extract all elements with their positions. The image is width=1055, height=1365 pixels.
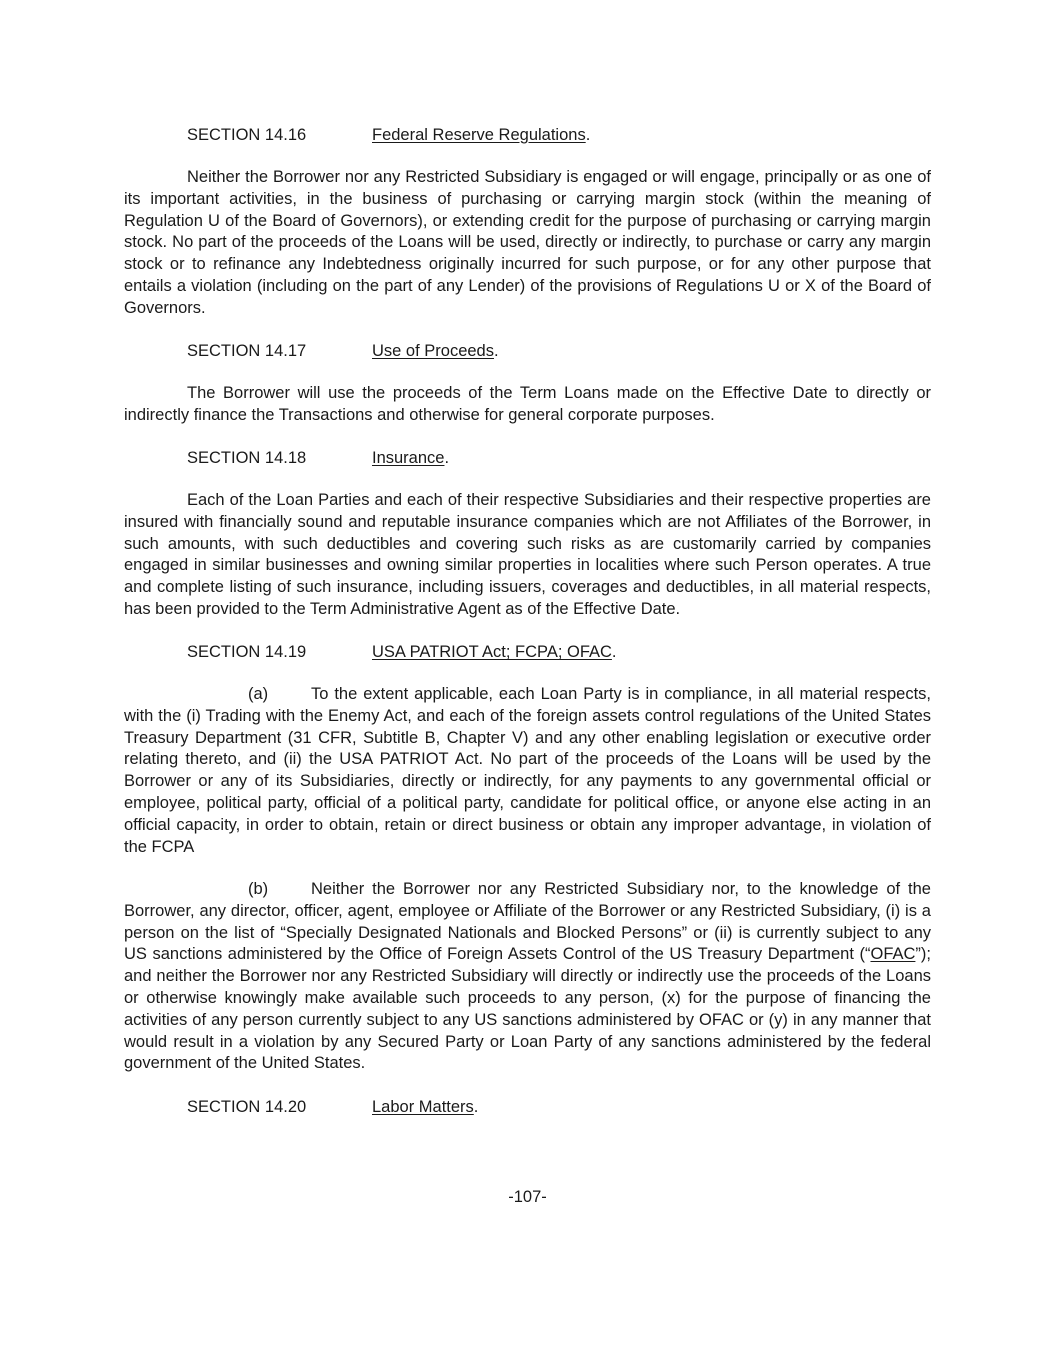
body-paragraph: The Borrower will use the proceeds of the Term Loans made on the Effective Date to directly or indirectly finance the Transactions and otherwise for general corporate purposes. [124,384,931,424]
subparagraph-label: (a) [248,685,269,703]
section-body [124,383,931,427]
heading-period: . [611,643,617,661]
heading-period: . [444,449,450,467]
body-paragraph [124,684,931,858]
defined-term: OFAC [870,945,916,964]
subparagraph-text: To the extent applicable, each Loan Party is in compliance, in all material respects, with the (i) Trading with the Enemy Act, and each of the foreign assets control regulations of the United States Treasury Department (31 CFR, Subtitle B, Chapter V) and any other enabling legislation or executive order relating thereto, and (ii) the USA PATRIOT Act. No part of the proceeds of the Loans will be used by the Borrower or any of its Subsidiaries, directly or indirectly, for any payments to any governmental official or employee, political party, official of a political party, candidate for political office, or anyone else acting in an official capacity, in order to obtain, retain or direct business or obtain any improper advantage, in violation of the FCPA [124,685,931,856]
body-paragraph: Each of the Loan Parties and each of their respective Subsidiaries and their respective properties are insured with financially sound and reputable insurance companies which are not Affiliates of the Borrower, in such amounts, with such deductibles and covering such risks as are customarily carried by companies engaged in similar businesses and owning similar properties in localities where such Person operates. A true and complete listing of such insurance, including issuers, coverages and deductibles, in all material respects, has been provided to the Term Administrative Agent as of the Effective Date. [124,491,931,618]
section-title: Labor Matters [372,1098,474,1116]
section-number: SECTION 14.16 [187,126,307,144]
section-heading [187,448,449,470]
section-title: Insurance [372,449,445,467]
section-body [124,490,931,621]
heading-period: . [585,126,591,144]
body-paragraph [124,879,931,1075]
section-title: Federal Reserve Regulations [372,126,586,144]
subparagraph-text: Neither the Borrower nor any Restricted Subsidiary nor, to the knowledge of the Borrower, any director, officer, agent, employee or Affiliate of the Borrower or any Restricted Subsidiary, (i) is a person on the list of “Specially Designated Nationals and Blocked Persons” or (ii) is currently subject to any US sanctions administered by the Office of Foreign Assets Control of the US Treasury Department (“ [124,880,931,964]
subparagraph-label: (b) [248,880,269,898]
section-number: SECTION 14.19 [187,643,307,661]
section-title: USA PATRIOT Act; FCPA; OFAC [372,643,612,661]
body-paragraph: Neither the Borrower nor any Restricted Subsidiary is engaged or will engage, principally or as one of its important activities, in the business of purchasing or carrying margin stock (within the meaning of Regulation U of the Board of Governors), or extending credit for the purpose of purchasing or carrying margin stock. No part of the proceeds of the Loans will be used, directly or indirectly, to purchase or carry any margin stock or to refinance any Indebtedness originally incurred for such purpose, or for any other purpose that entails a violation (including on the part of any Lender) of the provisions of Regulations U or X of the Board of Governors. [124,168,931,317]
subparagraph-text: ”); and neither the Borrower nor any Restricted Subsidiary will directly or indirectly use the proceeds of the Loans or otherwise knowingly make available such proceeds to any person, (x) for the purpose of financing the activities of any person currently subject to any US sanctions administered by OFAC or (y) in any manner that would result in a violation by any Secured Party or Loan Party of any sanctions administered by the federal government of the United States. [124,945,931,1073]
section-heading [187,642,617,664]
section-heading [187,341,499,363]
section-heading [187,125,590,147]
heading-period: . [493,342,499,360]
section-number: SECTION 14.17 [187,342,307,360]
subparagraph-b [124,879,931,1075]
section-title: Use of Proceeds [372,342,494,360]
section-number: SECTION 14.18 [187,449,307,467]
section-body [124,167,931,320]
heading-period: . [473,1098,479,1116]
subparagraph-a [124,684,931,858]
section-heading [187,1097,478,1119]
section-number: SECTION 14.20 [187,1098,307,1116]
page-number: -107- [508,1188,547,1206]
